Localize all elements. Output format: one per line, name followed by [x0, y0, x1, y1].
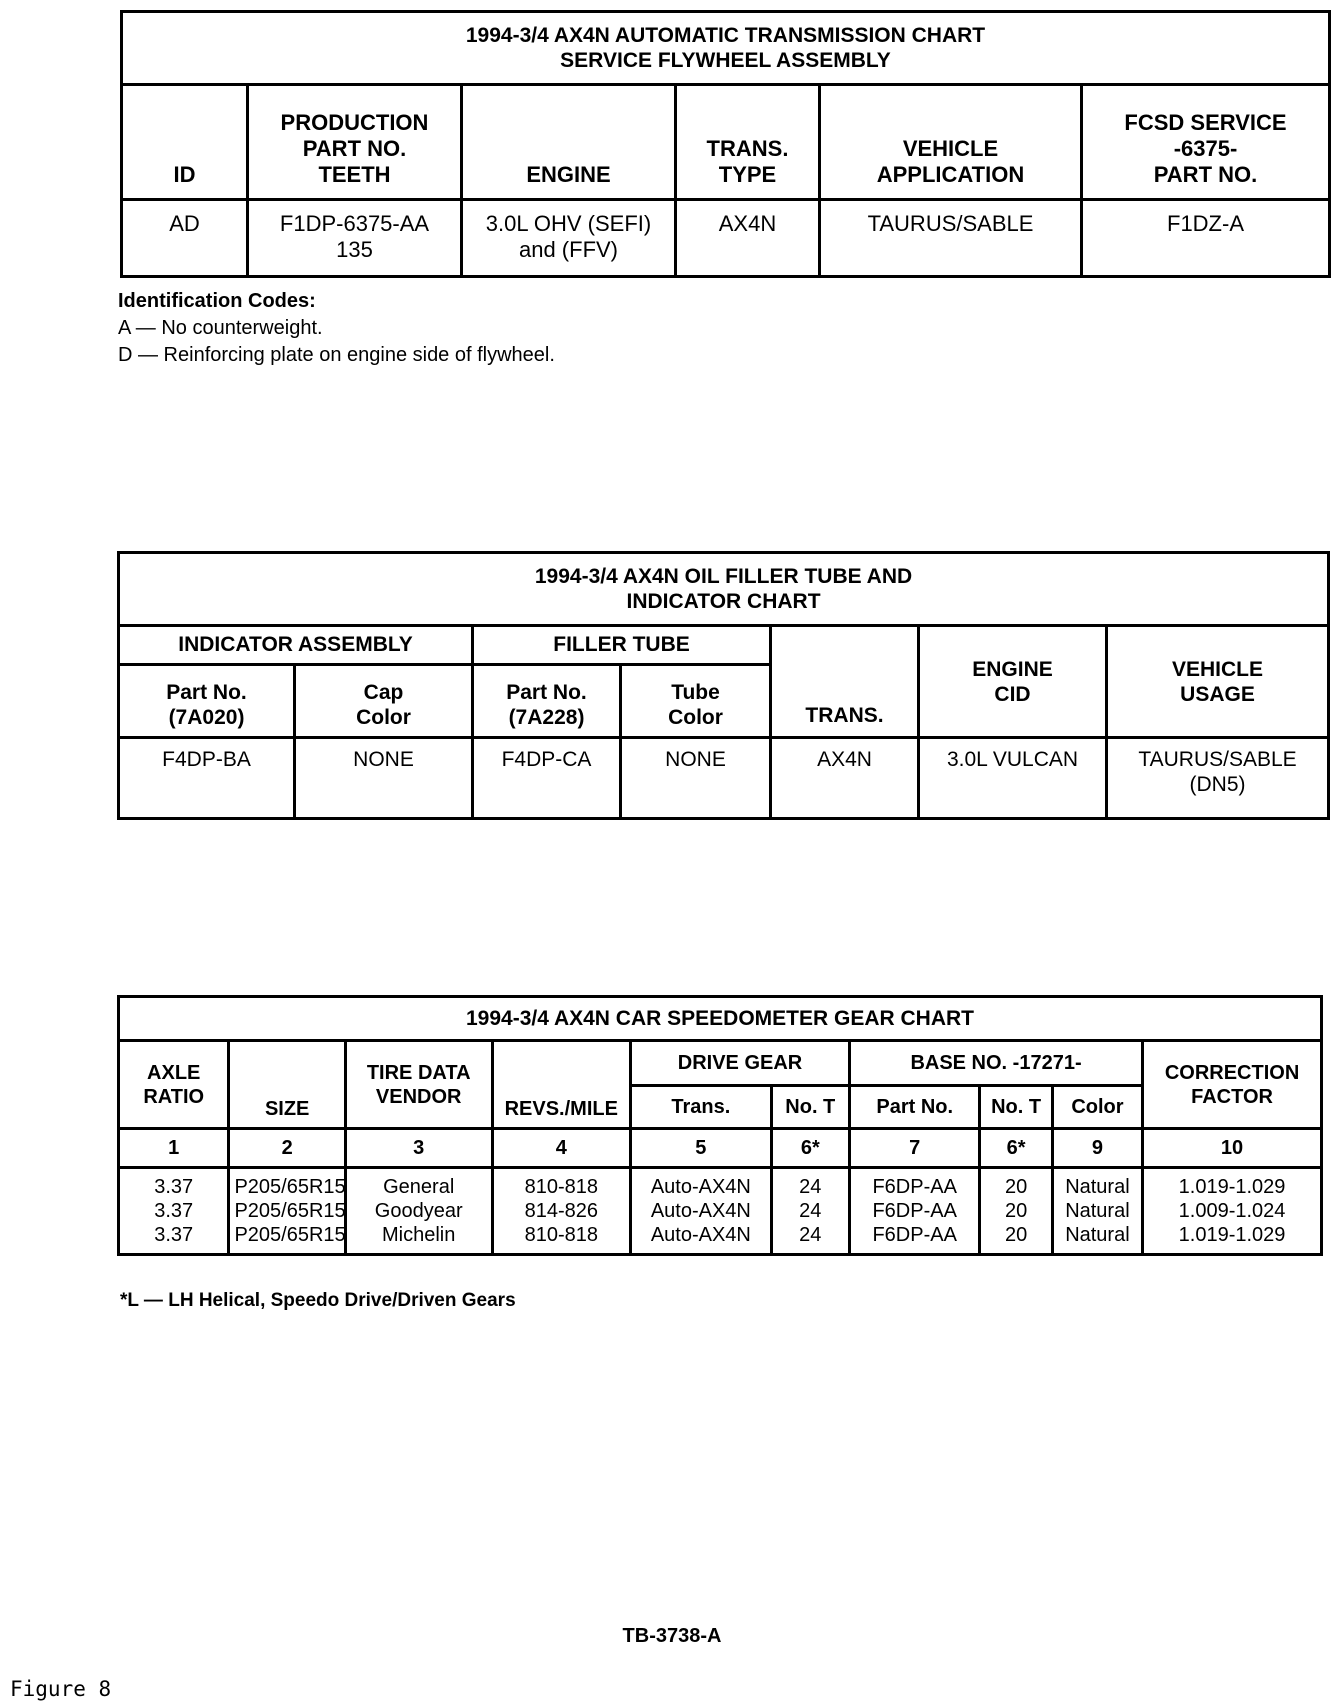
cell-vehicle: [1107, 738, 1329, 819]
cell-vehicle: TAURUS/SABLE: [820, 200, 1082, 277]
col-header-base-no-t: No. T: [980, 1086, 1052, 1129]
column-number: 3: [345, 1129, 492, 1168]
cell-line: 3.37: [154, 1224, 194, 1246]
cell-line: F6DP-AA: [872, 1176, 957, 1198]
identification-heading: Identification Codes:: [118, 290, 316, 312]
cell-line: 814-826: [524, 1200, 598, 1222]
cell-line: Natural: [1065, 1224, 1130, 1246]
col-header-tire-vendor: [345, 1041, 492, 1129]
table-row: [119, 1168, 1322, 1255]
column-number: 7: [849, 1129, 980, 1168]
header-line: RATIO: [143, 1085, 205, 1108]
cell-part-no: [248, 200, 462, 277]
cell-size: [229, 1168, 345, 1255]
header-line: Cap: [363, 681, 404, 704]
col-header-drive-trans: Trans.: [631, 1086, 772, 1129]
header-line: CID: [994, 682, 1031, 706]
cell-line: 810-818: [524, 1224, 598, 1246]
document-number: TB-3738-A: [622, 1625, 722, 1647]
cell-correction-factor: [1143, 1168, 1322, 1255]
cell-engine: 3.0L VULCAN: [919, 738, 1107, 819]
cell-indicator-part: F4DP-BA: [119, 738, 295, 819]
header-line: PART NO.: [1153, 162, 1258, 187]
cell-line: 1.019-1.029: [1178, 1224, 1286, 1246]
cell-revs-mile: [492, 1168, 631, 1255]
header-line: ENGINE: [972, 657, 1053, 681]
header-line: AXLE: [147, 1061, 201, 1084]
cell-line: Natural: [1065, 1176, 1130, 1198]
cell-line: 3.37: [154, 1176, 194, 1198]
table-row: [119, 738, 1329, 819]
group-header-filler: FILLER TUBE: [473, 626, 771, 665]
cell-line: P205/65R15: [234, 1176, 346, 1198]
col-header-base-part: Part No.: [849, 1086, 980, 1129]
speedo-footnote: *L — LH Helical, Speedo Drive/Driven Gears: [120, 1290, 516, 1311]
cell-line: TAURUS/SABLE: [1138, 748, 1297, 771]
header-line: TEETH: [318, 162, 391, 187]
col-header-tube-part: [473, 665, 621, 738]
cell-line: Goodyear: [374, 1200, 463, 1222]
header-line: Tube: [671, 681, 720, 704]
header-line: VEHICLE: [1172, 657, 1264, 681]
cell-line: 20: [1004, 1176, 1028, 1198]
filler-chart-title: [119, 553, 1329, 626]
identification-codes: [118, 288, 555, 369]
cell-line: General: [383, 1176, 455, 1198]
cell-engine: [462, 200, 676, 277]
col-header-tube-color: [621, 665, 771, 738]
column-number: 4: [492, 1129, 631, 1168]
col-header-base-color: Color: [1052, 1086, 1142, 1129]
cell-line: P205/65R15: [234, 1200, 346, 1222]
col-header-engine-cid: [919, 626, 1107, 738]
group-header-base-no: BASE NO. -17271-: [849, 1041, 1142, 1086]
header-line: VENDOR: [375, 1085, 462, 1108]
col-header-revs-mile: REVS./MILE: [492, 1041, 631, 1129]
cell-line: Auto-AX4N: [650, 1200, 751, 1222]
cell-line: 20: [1004, 1224, 1028, 1246]
cell-cap-color: NONE: [295, 738, 473, 819]
header-line: Part No.: [166, 681, 247, 704]
col-header-engine: ENGINE: [462, 85, 676, 200]
cell-id: AD: [122, 200, 248, 277]
speedo-chart-title: 1994-3/4 AX4N CAR SPEEDOMETER GEAR CHART: [119, 997, 1322, 1041]
title-line: SERVICE FLYWHEEL ASSEMBLY: [560, 49, 891, 72]
cell-line: F6DP-AA: [872, 1224, 957, 1246]
identification-code-d: D — Reinforcing plate on engine side of flywheel.: [118, 344, 555, 366]
table-row: [122, 200, 1330, 277]
cell-base-part: [849, 1168, 980, 1255]
cell-trans: AX4N: [676, 200, 820, 277]
cell-line: F1DP-6375-AA: [279, 211, 430, 236]
cell-line: 24: [799, 1200, 822, 1222]
column-number: 9: [1052, 1129, 1142, 1168]
cell-line: Natural: [1065, 1200, 1130, 1222]
flywheel-chart-title: [122, 12, 1330, 85]
speedometer-gear-table: [117, 995, 1323, 1256]
col-header-drive-no-t: No. T: [771, 1086, 849, 1129]
column-number: 6*: [980, 1129, 1052, 1168]
oil-filler-tube-table: [117, 551, 1330, 820]
cell-trans: AX4N: [771, 738, 919, 819]
cell-line: 24: [799, 1176, 822, 1198]
header-line: (7A020): [168, 706, 245, 729]
identification-code-a: A — No counterweight.: [118, 317, 323, 339]
col-header-trans: TRANS.: [771, 626, 919, 738]
column-number: 6*: [771, 1129, 849, 1168]
header-line: (7A228): [508, 706, 585, 729]
col-header-size: SIZE: [229, 1041, 345, 1129]
col-header-trans-type: [676, 85, 820, 200]
col-header-indicator-part: [119, 665, 295, 738]
cell-base-no-t: [980, 1168, 1052, 1255]
col-header-cap-color: [295, 665, 473, 738]
cell-tube-part: F4DP-CA: [473, 738, 621, 819]
header-line: PART NO.: [302, 136, 407, 161]
cell-line: and (FFV): [518, 237, 619, 262]
cell-line: Michelin: [382, 1224, 456, 1246]
cell-line: 810-818: [524, 1176, 598, 1198]
col-header-correction-factor: [1143, 1041, 1322, 1129]
cell-line: 135: [336, 237, 373, 262]
cell-drive-trans: [631, 1168, 772, 1255]
cell-line: 1.019-1.029: [1178, 1176, 1286, 1198]
header-line: Color: [356, 706, 411, 729]
cell-line: 3.37: [154, 1200, 194, 1222]
cell-line: 3.0L OHV (SEFI): [485, 211, 652, 236]
cell-line: F6DP-AA: [872, 1200, 957, 1222]
col-header-vehicle-usage: [1107, 626, 1329, 738]
header-line: TYPE: [718, 162, 777, 187]
header-line: VEHICLE: [902, 136, 999, 161]
column-number: 2: [229, 1129, 345, 1168]
column-number: 10: [1143, 1129, 1322, 1168]
header-line: CORRECTION: [1164, 1061, 1300, 1084]
col-header-fcsd: [1082, 85, 1330, 200]
header-line: APPLICATION: [876, 162, 1025, 187]
cell-line: Auto-AX4N: [650, 1224, 751, 1246]
col-header-vehicle-application: [820, 85, 1082, 200]
col-header-axle-ratio: [119, 1041, 229, 1129]
flywheel-chart-table: [120, 10, 1331, 278]
col-header-id: ID: [122, 85, 248, 200]
cell-vendor: [345, 1168, 492, 1255]
cell-drive-no-t: [771, 1168, 849, 1255]
header-line: USAGE: [1180, 682, 1255, 706]
cell-line: 24: [799, 1224, 822, 1246]
header-line: Part No.: [506, 681, 587, 704]
cell-axle-ratio: [119, 1168, 229, 1255]
cell-line: P205/65R15: [234, 1224, 346, 1246]
title-line: 1994-3/4 AX4N AUTOMATIC TRANSMISSION CHART: [465, 24, 986, 47]
cell-line: 20: [1004, 1200, 1028, 1222]
cell-line: (DN5): [1189, 773, 1246, 796]
header-line: Color: [668, 706, 723, 729]
cell-line: 1.009-1.024: [1178, 1200, 1286, 1222]
figure-label: Figure 8: [10, 1677, 112, 1701]
column-number: 1: [119, 1129, 229, 1168]
header-line: TIRE DATA: [366, 1061, 471, 1084]
title-line: 1994-3/4 AX4N OIL FILLER TUBE AND: [534, 565, 913, 588]
header-line: PRODUCTION: [280, 110, 429, 135]
header-line: FACTOR: [1191, 1085, 1273, 1108]
header-line: TRANS.: [706, 136, 789, 161]
cell-color: [1052, 1168, 1142, 1255]
group-header-indicator: INDICATOR ASSEMBLY: [119, 626, 473, 665]
title-line: INDICATOR CHART: [626, 590, 821, 613]
header-line: -6375-: [1173, 136, 1238, 161]
cell-line: Auto-AX4N: [650, 1176, 751, 1198]
cell-tube-color: NONE: [621, 738, 771, 819]
cell-fcsd: F1DZ-A: [1082, 200, 1330, 277]
col-header-production: [248, 85, 462, 200]
column-number: 5: [631, 1129, 772, 1168]
header-line: FCSD SERVICE: [1124, 110, 1287, 135]
group-header-drive-gear: DRIVE GEAR: [631, 1041, 850, 1086]
